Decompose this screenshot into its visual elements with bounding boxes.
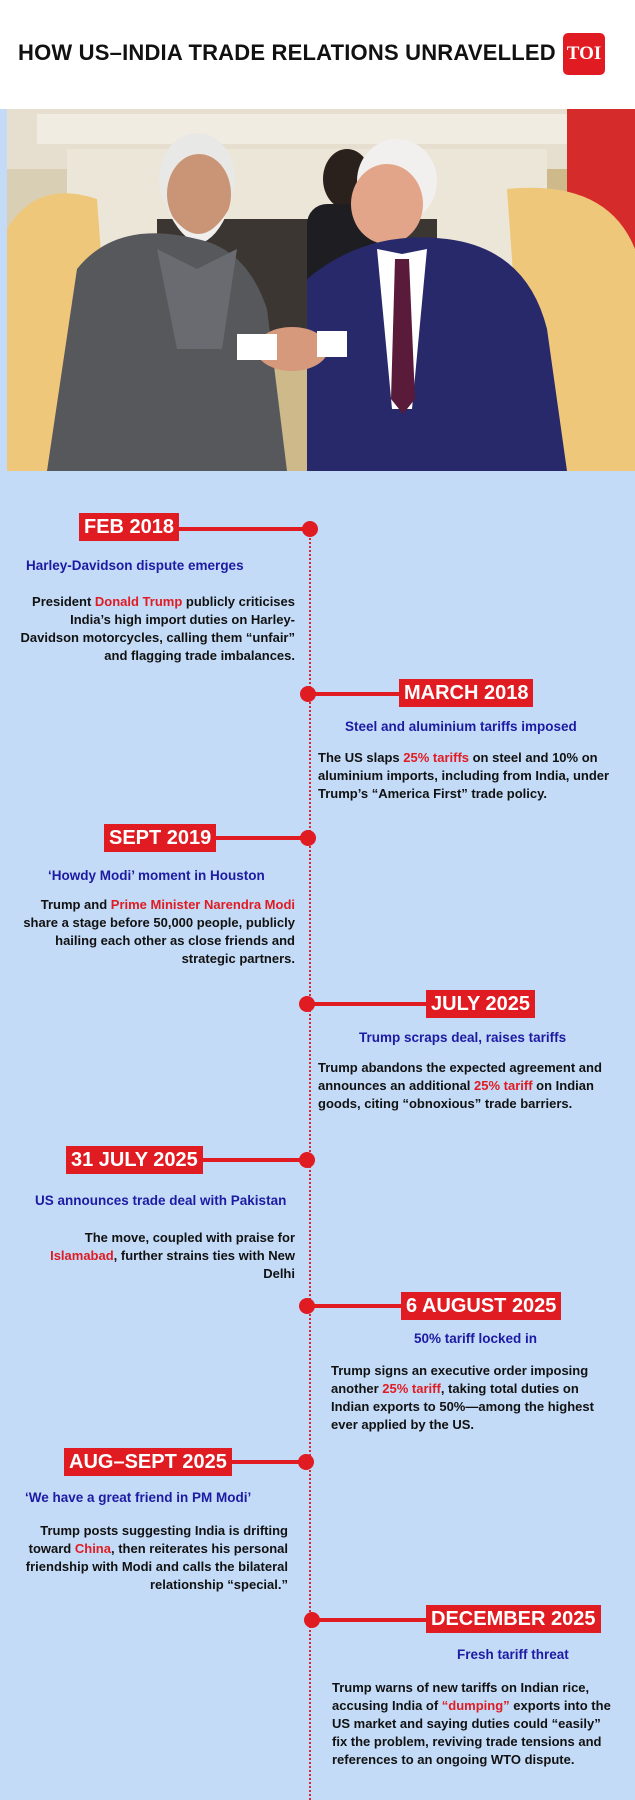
highlight-text: Islamabad [50, 1248, 114, 1263]
highlight-text: 25% tariff [382, 1381, 441, 1396]
event-description: The US slaps 25% tariffs on steel and 10% on aluminium imports, including from India, under Trump’s “America First” trade policy. [318, 750, 610, 801]
event-title: 50% tariff locked in [414, 1331, 538, 1346]
timeline-connector [303, 1002, 433, 1006]
event-title: ‘We have a great friend in PM Modi’ [25, 1490, 252, 1505]
timeline-connector [198, 1158, 304, 1162]
event-title: US announces trade deal with Pakistan [35, 1193, 287, 1208]
event-description: President Donald Trump publicly criticises India’s high import duties on Harley-Davidson motorcycles, calling them “unfair” and flagging trade imbalances. [20, 594, 295, 663]
handshake-photo-icon [7, 109, 635, 471]
event-title: Fresh tariff threat [457, 1647, 569, 1662]
event-date-feb-2018: FEB 2018 [79, 513, 179, 541]
event-description: Trump signs an executive order imposing another 25% tariff, taking total duties on Indian exports to 50%—among the highest ever applied by the US. [331, 1363, 594, 1432]
event-title: Steel and aluminium tariffs imposed [345, 719, 577, 734]
timeline-connector [304, 692, 404, 696]
event-date-sept-2019: SEPT 2019 [104, 824, 216, 852]
timeline-connector [303, 1304, 408, 1308]
event-date-december-2025: DECEMBER 2025 [426, 1605, 601, 1633]
highlight-text: Donald Trump [94, 594, 183, 609]
timeline [0, 471, 635, 1800]
event-date-march-2018: MARCH 2018 [399, 679, 533, 707]
event-description: Trump warns of new tariffs on Indian rice, accusing India of “dumping” exports into the US market and saying duties could “easily” fix the problem, reviving trade tensions and references to an ongoing WTO dispute. [332, 1680, 611, 1767]
hero-photo [7, 109, 635, 471]
event-date-aug-sept-2025: AUG–SEPT 2025 [64, 1448, 232, 1476]
event-description: Trump posts suggesting India is drifting toward China, then reiterates his personal friendship with Modi and calls the bilateral relationship “special.” [25, 1523, 288, 1592]
event-date-6-august-2025: 6 AUGUST 2025 [401, 1292, 561, 1320]
event-date-july-2025: JULY 2025 [426, 990, 535, 1018]
toi-logo: TOI [563, 33, 605, 75]
event-description: Trump and Prime Minister Narendra Modi share a stage before 50,000 people, publicly hailing each other as close friends and strategic partners. [23, 897, 295, 966]
highlight-text: 25% tariffs [403, 750, 469, 765]
header [0, 0, 635, 109]
event-title: Harley-Davidson dispute emerges [26, 558, 244, 573]
page-title: HOW US–INDIA TRADE RELATIONS UNRAVELLED [18, 40, 556, 65]
event-title: ‘Howdy Modi’ moment in Houston [48, 868, 265, 883]
timeline-connector [225, 1460, 303, 1464]
event-title: Trump scraps deal, raises tariffs [359, 1030, 567, 1045]
timeline-connector [205, 836, 305, 840]
event-description: The move, coupled with praise for Islamabad, further strains ties with New Delhi [50, 1230, 295, 1281]
event-description: Trump abandons the expected agreement and announces an additional 25% tariff on Indian goods, citing “obnoxious” trade barriers. [318, 1060, 602, 1111]
event-date-31-july-2025: 31 JULY 2025 [66, 1146, 203, 1174]
timeline-connector [308, 1618, 433, 1622]
highlight-text: 25% tariff [474, 1078, 533, 1093]
timeline-connector [170, 527, 306, 531]
highlight-text: China [74, 1541, 111, 1556]
highlight-text: “dumping” [441, 1698, 510, 1713]
highlight-text: Prime Minister Narendra Modi [110, 897, 295, 912]
